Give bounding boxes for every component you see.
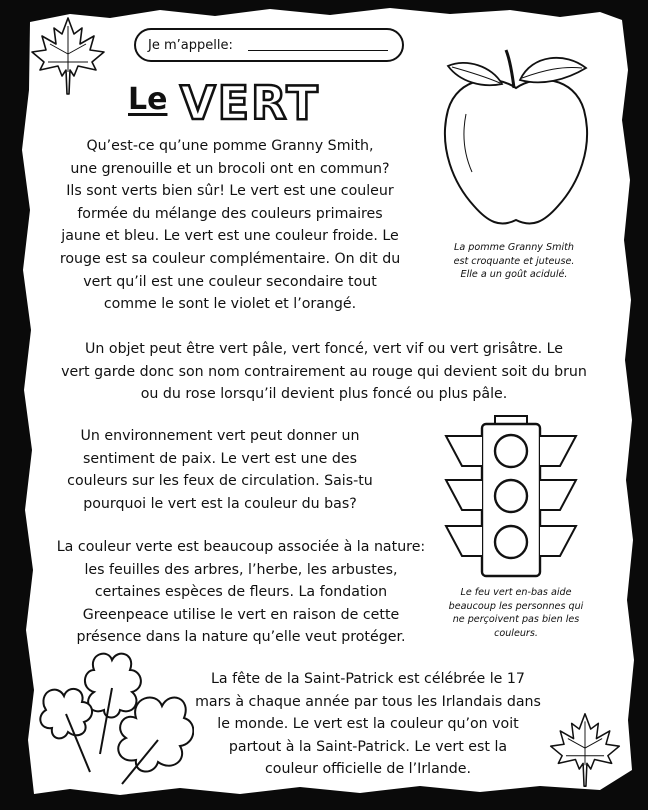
paragraph-environment: Un environnement vert peut donner un sentiment de paix. Le vert est une des couleurs sur les feux de circulation. Sais-tu pourquoi le vert est la couleur du bas? bbox=[67, 428, 373, 512]
name-label: Je m’appelle: bbox=[148, 38, 233, 53]
paragraph-shades: Un objet peut être vert pâle, vert foncé, vert vif ou vert grisâtre. Le vert garde donc son nom contrairement au rouge qui devient soit du brun ou du rose lorsqu’il devient plus foncé ou plus pâle. bbox=[61, 341, 587, 403]
title-word-graphic bbox=[178, 76, 358, 126]
paragraph-intro: Qu’est-ce qu’une pomme Granny Smith, une grenouille et un brocoli ont en commun? Ils sont verts bien sûr! Le vert est une couleur formée du mélange des couleurs primaires jaune et bleu. Le vert est une couleur froide. Le rouge est sa couleur complémentaire. On dit du vert qu’il est une couleur secondaire tout comme le sont le violet et l’orangé. bbox=[59, 138, 401, 313]
shamrock-icon bbox=[38, 644, 194, 788]
name-field[interactable] bbox=[134, 28, 404, 62]
page-title bbox=[128, 76, 358, 130]
title-prefix: Le bbox=[128, 82, 168, 117]
paragraph-nature: La couleur verte est beaucoup associée à la nature: les feuilles des arbres, l’herbe, les arbustes, certaines espèces de fleurs. La fondation Greenpeace utilise le vert en raison de cette présence dans la nature qu’elle veut protéger. bbox=[56, 539, 426, 646]
maple-leaf-icon bbox=[546, 710, 624, 790]
traffic-light-icon bbox=[440, 414, 582, 578]
maple-leaf-icon bbox=[28, 14, 108, 98]
title-word: VERT bbox=[180, 76, 320, 126]
traffic-light-caption: Le feu vert en-bas aide beaucoup les personnes qui ne perçoivent pas bien les couleurs. bbox=[448, 587, 584, 639]
apple-caption: La pomme Granny Smith est croquante et juteuse. Elle a un goût acidulé. bbox=[453, 242, 575, 280]
apple-icon bbox=[436, 44, 596, 230]
name-line bbox=[248, 50, 388, 51]
paragraph-saint-patrick: La fête de la Saint-Patrick est célébrée le 17 mars à chaque année par tous les Irlandais dans le monde. Le vert est la couleur qu’on voit partout à la Saint-Patrick. Le vert est la couleur officielle de l’Irlande. bbox=[195, 671, 541, 778]
